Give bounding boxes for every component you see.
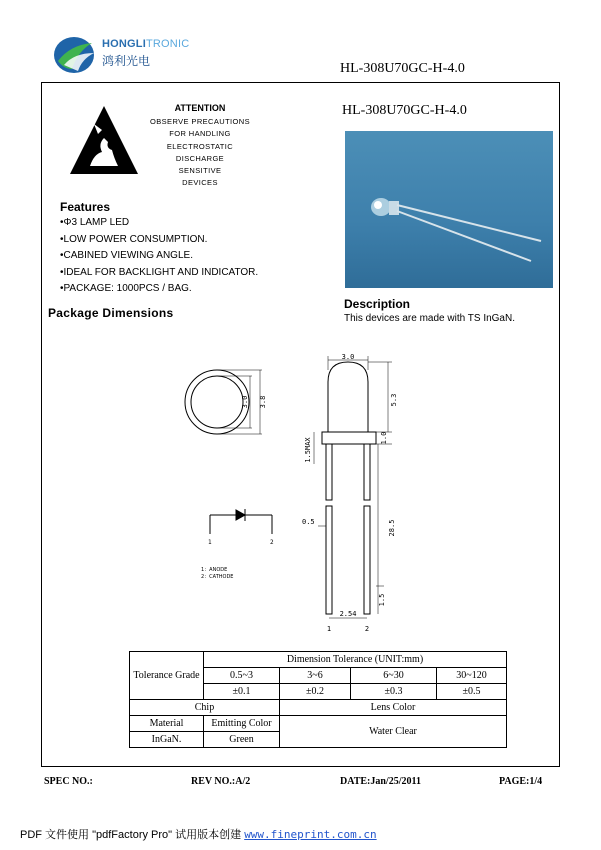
range-cell: 0.5~3 bbox=[204, 668, 280, 684]
dim-top-width: 3.0 bbox=[341, 353, 355, 361]
lead-1 bbox=[326, 444, 332, 614]
tolerance-value-cell: ±0.2 bbox=[280, 684, 351, 700]
diode-legend-anode: 1：ANODE bbox=[201, 567, 228, 573]
footer-rev-no: REV NO.:A/2 bbox=[191, 776, 251, 787]
tolerance-table bbox=[129, 651, 507, 748]
material-value: InGaN. bbox=[130, 732, 204, 748]
dim-body-height: 5.3 bbox=[390, 393, 398, 407]
dim-flange-max: 1.5MAX bbox=[304, 437, 312, 463]
led-photo-image bbox=[345, 131, 553, 288]
header-part-number: HL-308U70GC-H-4.0 bbox=[340, 61, 465, 76]
part-number: HL-308U70GC-H-4.0 bbox=[342, 103, 467, 118]
lens-color-value: Water Clear bbox=[280, 716, 507, 748]
dim-pitch: 2.54 bbox=[339, 610, 357, 618]
footer-page: PAGE:1/4 bbox=[499, 776, 543, 787]
diode-legend-cathode: 2：CATHODE bbox=[201, 574, 234, 580]
led-photo bbox=[345, 131, 553, 288]
lead-1-label: 1 bbox=[326, 625, 332, 633]
list-item: •IDEAL FOR BACKLIGHT AND INDICATOR. bbox=[60, 266, 259, 278]
dim-lead-length: 28.5 bbox=[388, 519, 396, 537]
diode-symbol-icon bbox=[210, 509, 272, 534]
range-cell: 6~30 bbox=[351, 668, 437, 684]
fineprint-link[interactable]: www.fineprint.com.cn bbox=[244, 828, 377, 841]
emitting-color-value: Green bbox=[204, 732, 280, 748]
tolerance-value-cell: ±0.1 bbox=[204, 684, 280, 700]
dim-lead-bottom: 1.5 bbox=[378, 593, 386, 607]
dim-circle-outer: 3.8 bbox=[259, 395, 267, 409]
emitting-color-header: Emitting Color bbox=[204, 716, 280, 732]
logo-brand: HONGLITRONIC bbox=[102, 38, 190, 50]
led-dome bbox=[328, 362, 368, 432]
material-header: Material bbox=[130, 716, 204, 732]
package-drawing bbox=[0, 340, 601, 640]
tolerance-grade-label: Tolerance Grade bbox=[130, 652, 204, 700]
footer-date: DATE:Jan/25/2011 bbox=[340, 776, 421, 787]
pdf-watermark-note: PDF 文件使用 "pdfFactory Pro" 试用版本创建 www.fineprint.com.cn bbox=[20, 828, 377, 841]
lead-2-label: 2 bbox=[364, 625, 370, 633]
features-title: Features bbox=[60, 200, 111, 214]
description-text: This devices are made with TS InGaN. bbox=[344, 313, 515, 324]
package-dimensions-title: Package Dimensions bbox=[48, 306, 174, 320]
chip-header: Chip bbox=[130, 700, 280, 716]
dim-circle-inner: 3.0 bbox=[241, 395, 249, 409]
range-cell: 30~120 bbox=[437, 668, 507, 684]
description-title: Description bbox=[344, 297, 411, 311]
logo-brand-chinese: 鸿利光电 bbox=[102, 54, 151, 68]
top-view-outer-circle bbox=[185, 370, 249, 434]
tolerance-value-cell: ±0.5 bbox=[437, 684, 507, 700]
attention-title: ATTENTION bbox=[174, 103, 226, 113]
footer-spec-no: SPEC NO.: bbox=[44, 776, 93, 787]
top-view-inner-circle bbox=[191, 376, 243, 428]
tolerance-value-cell: ±0.3 bbox=[351, 684, 437, 700]
attention-text: OBSERVE PRECAUTIONS FOR HANDLING ELECTROSTATIC DISCHARGE SENSITIVE DEVICES bbox=[150, 117, 250, 188]
dim-flange: 1.0 bbox=[380, 431, 388, 445]
dimension-tolerance-header: Dimension Tolerance (UNIT:mm) bbox=[204, 652, 507, 668]
list-item: •CABINED VIEWING ANGLE. bbox=[60, 250, 193, 261]
lead-2 bbox=[364, 444, 370, 614]
range-cell: 3~6 bbox=[280, 668, 351, 684]
list-item: •LOW POWER CONSUMPTION. bbox=[60, 233, 208, 245]
list-item: •Φ3 LAMP LED bbox=[60, 217, 130, 228]
diode-pin-2: 2 bbox=[270, 539, 274, 546]
lens-color-header: Lens Color bbox=[280, 700, 507, 716]
diode-pin-1: 1 bbox=[208, 539, 212, 546]
list-item: •PACKAGE: 1000PCS / BAG. bbox=[60, 283, 192, 294]
dim-lead-width: 0.5 bbox=[302, 518, 315, 526]
company-logo-icon bbox=[52, 35, 98, 75]
led-flange bbox=[322, 432, 376, 444]
features-list bbox=[60, 215, 258, 298]
esd-warning-icon bbox=[68, 104, 140, 176]
